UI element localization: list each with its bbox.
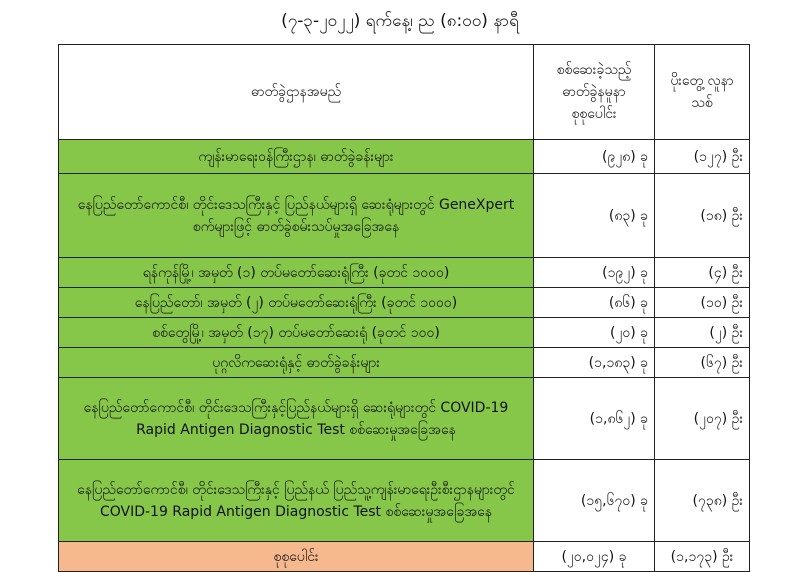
- lab-name-cell: နေပြည်တော်၊ အမှတ် (၂) တပ်မတော်ဆေးရုံကြီး (ခုတင် ၁၀၀၀): [59, 288, 534, 318]
- lab-name-cell: နေပြည်တော်ကောင်စီ၊ တိုင်းဒေသကြီးနှင့် ပြည်နယ် ပြည်သူ့ကျန်းမာရေးဦးစီးဌာနများတွင် COVID-19 Rapid Antigen Diagnostic Test စစ်ဆေးမှုအခြေအနေ: [59, 460, 534, 542]
- positive-count-cell: (၂) ဦး: [655, 318, 750, 348]
- tested-count-cell: (၁၉၂) ခု: [534, 258, 655, 288]
- report-subtitle: (၇-၃-၂၀၂၂) ရက်နေ့၊ ည (၈:၀၀) နာရီ: [281, 11, 519, 31]
- tested-count-cell: (၁,၁၈၃) ခု: [534, 348, 655, 378]
- positive-count-cell: (၁၂၇) ဦး: [655, 140, 750, 174]
- lab-name-cell: ကျန်းမာရေးဝန်ကြီးဌာန၊ ဓာတ်ခွဲခန်းများ: [59, 140, 534, 174]
- lab-name-cell: စစ်တွေမြို့၊ အမှတ် (၁၇) တပ်မတော်ဆေးရုံ (ခုတင် ၁၀၀): [59, 318, 534, 348]
- lab-name-cell: နေပြည်တော်ကောင်စီ၊ တိုင်းဒေသကြီးနှင့်ပြည်နယ်များရှိ ဆေးရုံများတွင် COVID-19 Rapid Antigen Diagnostic Test စစ်ဆေးမှုအခြေအနေ: [59, 378, 534, 460]
- table-row: [59, 140, 750, 174]
- positive-count-cell: (၁၀) ဦး: [655, 288, 750, 318]
- table-row: [59, 348, 750, 378]
- column-header-lab-name: ဓာတ်ခွဲဌာနအမည်: [59, 45, 534, 140]
- tested-count-cell: (၁,၈၆၂) ခု: [534, 378, 655, 460]
- lab-name-cell: နေပြည်တော်ကောင်စီ၊ တိုင်းဒေသကြီးနှင့် ပြည်နယ်များရှိ ဆေးရုံများတွင် GeneXpert စက်များဖြင့် ဓာတ်ခွဲစမ်းသပ်မှုအခြေအနေ: [59, 174, 534, 258]
- positive-count-cell: (၂၀၇) ဦး: [655, 378, 750, 460]
- table-header-row: [59, 45, 750, 140]
- total-label-cell: စုစုပေါင်း: [59, 542, 534, 572]
- tested-count-cell: (၁၅,၆၇၀) ခု: [534, 460, 655, 542]
- total-tested-cell: (၂၀,၀၂၄) ခု: [534, 542, 655, 572]
- table-row: [59, 460, 750, 542]
- lab-results-table: [58, 44, 750, 572]
- lab-name-cell: ပုဂ္ဂလိကဆေးရုံနှင့် ဓာတ်ခွဲခန်းများ: [59, 348, 534, 378]
- total-positive-cell: (၁,၁၇၃) ဦး: [655, 542, 750, 572]
- positive-count-cell: (၄) ဦး: [655, 258, 750, 288]
- positive-count-cell: (၇၃၈) ဦး: [655, 460, 750, 542]
- table-row: [59, 174, 750, 258]
- positive-count-cell: (၁၈) ဦး: [655, 174, 750, 258]
- table-row: [59, 258, 750, 288]
- positive-count-cell: (၆၇) ဦး: [655, 348, 750, 378]
- table-row: [59, 288, 750, 318]
- tested-count-cell: (၉၂၈) ခု: [534, 140, 655, 174]
- table-total-row: [59, 542, 750, 572]
- column-header-tested: စစ်ဆေးခဲ့သည့် ဓာတ်ခွဲနမူနာ စုစုပေါင်း: [534, 45, 655, 140]
- column-header-positive: ပိုးတွေ့ လူနာသစ်: [655, 45, 750, 140]
- table-row: [59, 318, 750, 348]
- table-row: [59, 378, 750, 460]
- lab-name-cell: ရန်ကုန်မြို့၊ အမှတ် (၁) တပ်မတော်ဆေးရုံကြီး (ခုတင် ၁၀၀၀): [59, 258, 534, 288]
- tested-count-cell: (၈၆) ခု: [534, 288, 655, 318]
- tested-count-cell: (၂၀) ခု: [534, 318, 655, 348]
- tested-count-cell: (၈၃) ခု: [534, 174, 655, 258]
